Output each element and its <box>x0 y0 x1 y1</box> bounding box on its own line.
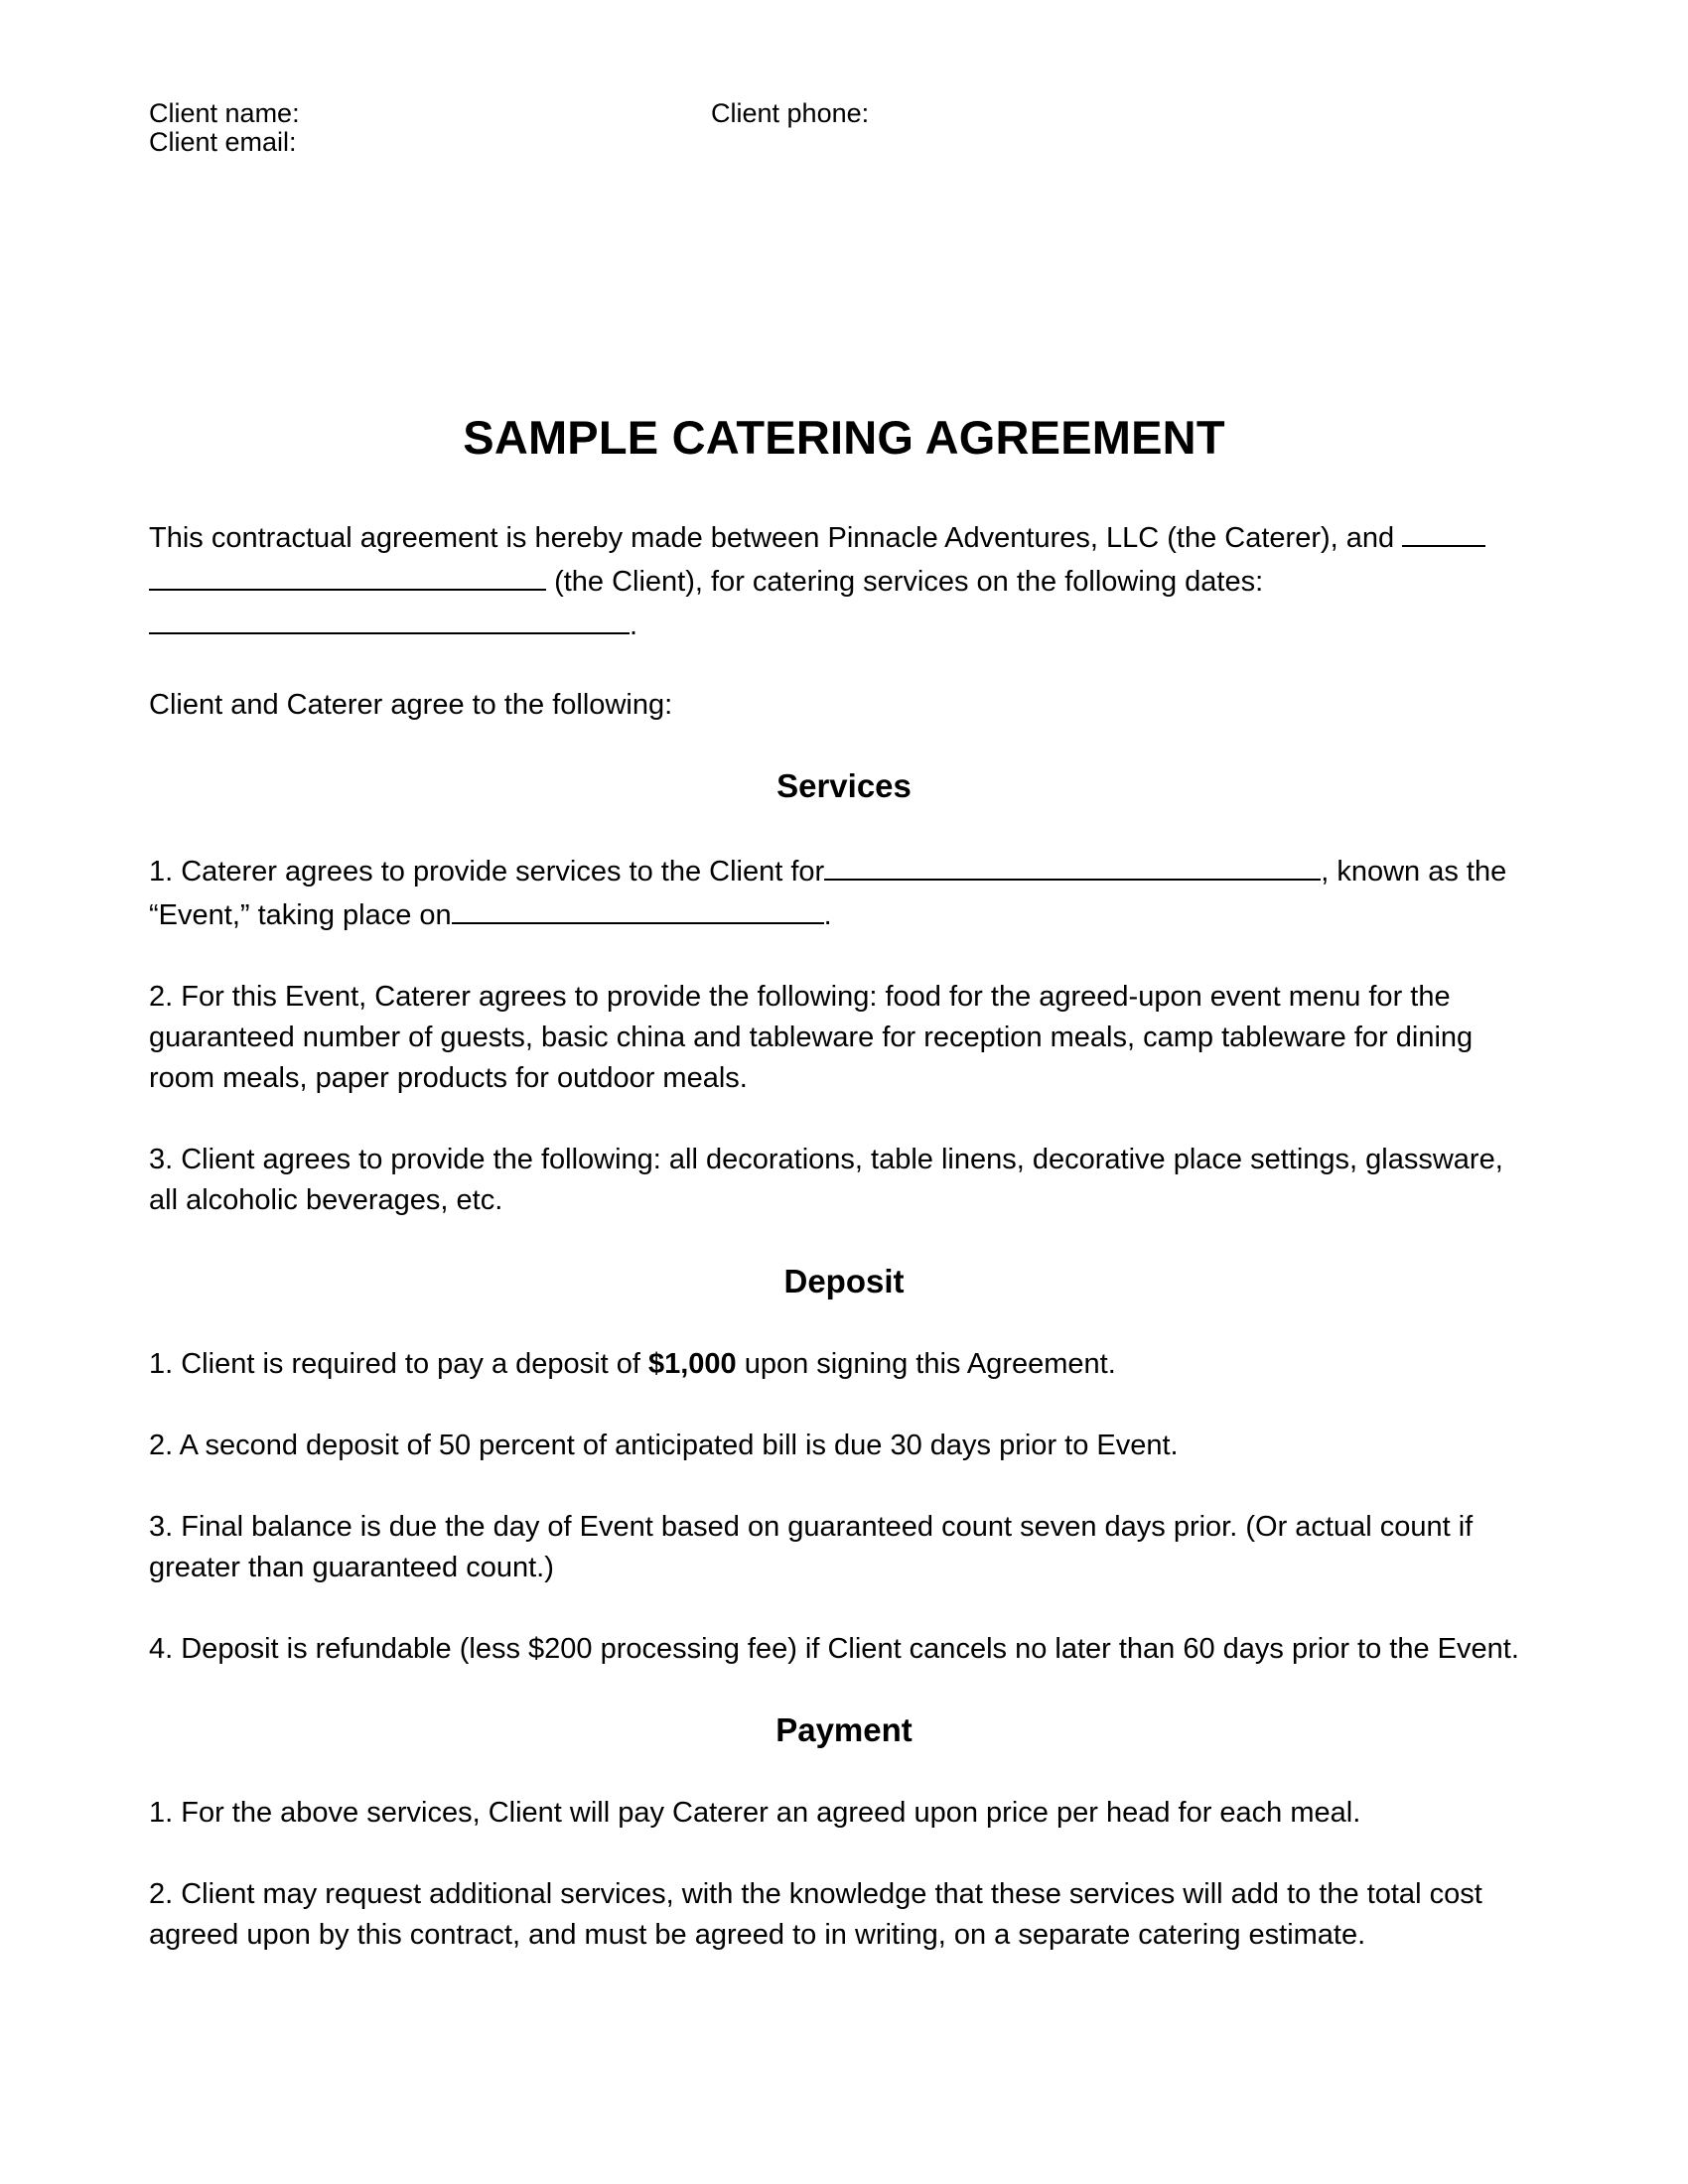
services-item-1-end: . <box>823 899 832 931</box>
client-email-label: Client email: <box>149 127 297 157</box>
payment-heading: Payment <box>775 1711 913 1748</box>
services-heading: Services <box>776 767 912 804</box>
deposit-item-1-text-b: upon signing this Agreement. <box>736 1348 1116 1380</box>
client-phone-label: Client phone: <box>711 98 870 128</box>
document-title: SAMPLE CATERING AGREEMENT <box>463 411 1225 464</box>
client-name-blank-continued[interactable] <box>149 559 546 591</box>
deposit-item-2: 2. A second deposit of 50 percent of anticipated bill is due 30 days prior to Event. <box>149 1430 1179 1461</box>
deposit-amount: $1,000 <box>647 1348 737 1380</box>
services-item-2: 2. For this Event, Caterer agrees to provide the following: food for the agreed-upon event menu for the guaranteed number of guests, basic china and tableware for reception meals, camp tableware for dining room meals, paper products for outdoor meals. <box>149 981 1474 1094</box>
deposit-item-1-text-a: 1. Client is required to pay a deposit of <box>149 1348 648 1380</box>
payment-item-2: 2. Client may request additional services, with the knowledge that these services will add to the total cost agreed upon by this contract, and must be agreed to in writing, on a separate catering estimate. <box>149 1878 1482 1951</box>
intro-end: . <box>630 610 638 641</box>
deposit-item-3: 3. Final balance is due the day of Event based on guaranteed count seven days prior. (Or actual count if greater than guaranteed count.) <box>149 1511 1474 1583</box>
services-item-1 <box>149 849 1539 936</box>
payment-item-1: 1. For the above services, Client will pay Caterer an agreed upon price per head for each meal. <box>149 1797 1361 1829</box>
deposit-heading: Deposit <box>783 1263 905 1299</box>
intro-paragraph <box>149 515 1539 646</box>
intro-text-2: (the Client), for catering services on the following dates: <box>554 566 1264 598</box>
event-description-blank[interactable] <box>824 849 1321 881</box>
client-info-header <box>149 99 1539 159</box>
deposit-item-1 <box>149 1344 1539 1385</box>
client-name-label: Client name: <box>149 98 300 128</box>
services-item-1-text-a: 1. Caterer agrees to provide services to the Client for <box>149 856 825 887</box>
deposit-item-4: 4. Deposit is refundable (less $200 processing fee) if Client cancels no later than 60 days prior to the Event. <box>149 1633 1519 1665</box>
event-date-blank[interactable] <box>452 892 824 924</box>
agreement-lead-in: Client and Caterer agree to the following: <box>149 689 673 721</box>
event-dates-blank[interactable] <box>149 603 630 634</box>
intro-text-1: This contractual agreement is hereby made between Pinnacle Adventures, LLC (the Caterer), and <box>149 522 1395 554</box>
services-item-1-text-b: , known as the “Event,” taking place on <box>149 856 1507 931</box>
services-item-3: 3. Client agrees to provide the following: all decorations, table linens, decorative place settings, glassware, all alcoholic beverages, etc. <box>149 1144 1503 1216</box>
client-name-blank[interactable] <box>1402 515 1485 547</box>
